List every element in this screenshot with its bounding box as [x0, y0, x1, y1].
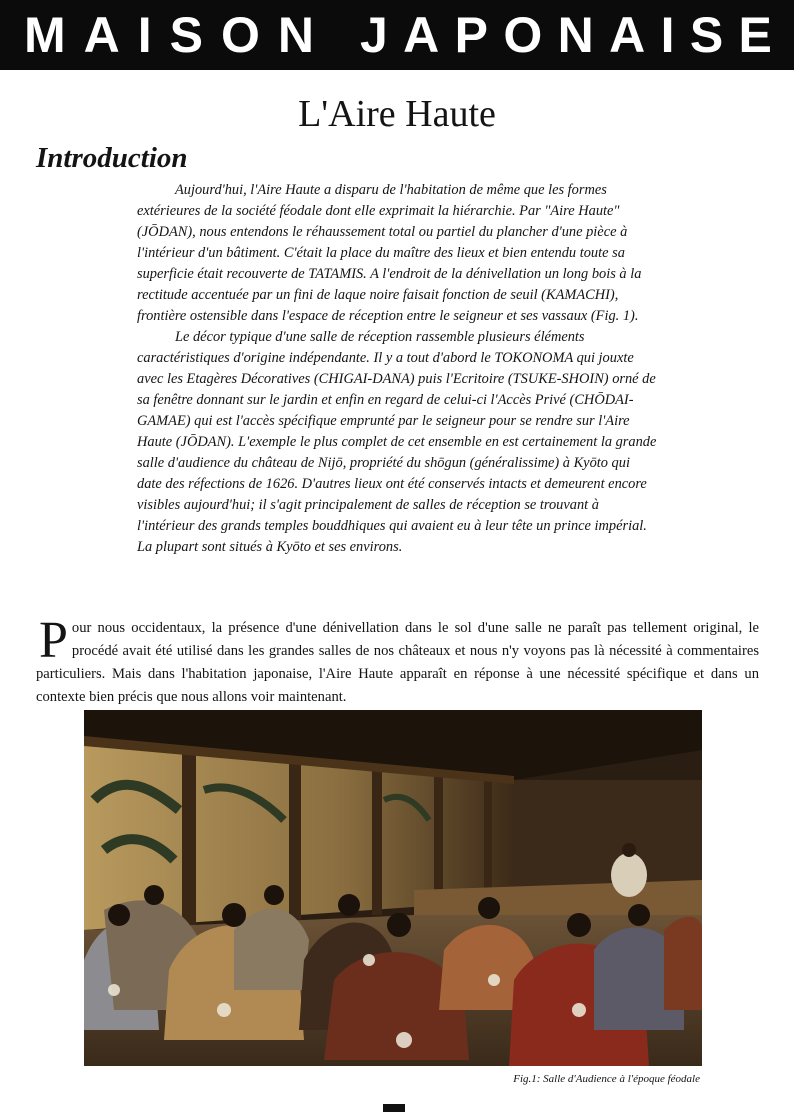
banner-letter: N	[557, 7, 594, 63]
banner-letter: A	[83, 7, 120, 63]
page-footer-mark	[383, 1104, 405, 1112]
intro-block	[137, 180, 657, 558]
banner-letter: E	[738, 7, 772, 63]
intro-paragraph: Le décor typique d'une salle de réception rassemble plusieurs éléments caractéristiques d'origine indépendante. Il y a tout d'abord le TOKONOMA qui jouxte avec les Etagères Décoratives (CHIGAI-DANA) puis l'Ecritoire (TSUKE-SHOIN) orné de sa fenêtre donnant sur le jardin et enfin en regard de celui-ci l'Accès Privé (CHŌDAI-GAMAE) qui est l'accès spécifique emprunté par le seigneur pour se rendre sur l'Aire Haute (JŌDAN). L'exemple le plus complet de cet ensemble en est certainement la grande salle d'audience du château de Nijō, propriété du shōgun (généralissime) à Kyōto qui date des réfections de 1626. D'autres lieux ont été conservés intacts et demeurent encore visibles aujourd'hui; il s'agit principalement de salles de réception se trouvant à l'intérieur des grands temples bouddhiques qui avaient eu à leur tête un prince impérial. La plupart sont situés à Kyōto et ses environs.	[137, 329, 657, 555]
banner-letter: S	[689, 7, 724, 63]
banner-letter: A	[403, 7, 440, 63]
banner-letter: A	[609, 7, 646, 63]
intro-paragraph: Aujourd'hui, l'Aire Haute a disparu de l'habitation de même que les formes extérieures de la société féodale dont elle exprimait la hiérarchie. Par "Aire Haute" (JŌDAN), nous entendons le réhaussement total ou partiel du plancher d'une pièce à l'intérieur d'un bâtiment. C'était la place du maître des lieux et bien entendu toute sa superficie était recouverte de TATAMIS. A l'endroit de la dénivellation un long bois à la rectitude accentuée par un fini de laque noire faisait fonction de seuil (KAMACHI), frontière ostensible dans l'espace de réception entre le seigneur et ses vassaux (Fig. 1).	[137, 182, 642, 324]
banner-word-maison	[24, 6, 314, 64]
section-heading-introduction: Introduction	[36, 142, 188, 174]
page-title: L'Aire Haute	[298, 93, 496, 135]
banner-letter: I	[660, 7, 675, 63]
banner-word-japonaise	[360, 6, 772, 64]
banner-letter: P	[454, 7, 488, 63]
figure-caption: Fig.1: Salle d'Audience à l'époque féodale	[513, 1073, 700, 1085]
body-paragraph	[36, 612, 759, 709]
banner-letter: M	[24, 7, 66, 63]
drop-cap: P	[39, 612, 68, 669]
banner-letter: O	[220, 7, 260, 63]
banner-letter: I	[137, 7, 152, 63]
body-paragraph-text: our nous occidentaux, la présence d'une dénivellation dans le sol d'une salle ne paraît pas tellement original, le procédé avait été utilisé dans les grandes salles de nos châteaux et nous n'y voyons pas là nécessité à commentaires particuliers. Mais dans l'habitation japonaise, l'Aire Haute apparaît en réponse à une nécessité spécifique et dans un contexte bien précis que nous allons voir maintenant.	[36, 620, 759, 705]
banner-letter: S	[169, 7, 203, 63]
audience-hall-photo	[84, 710, 702, 1066]
banner-letter: J	[360, 7, 388, 63]
header-banner	[0, 0, 794, 70]
banner-letter: O	[503, 7, 543, 63]
photo-illustration	[84, 710, 702, 1066]
banner-letter: N	[277, 7, 314, 63]
